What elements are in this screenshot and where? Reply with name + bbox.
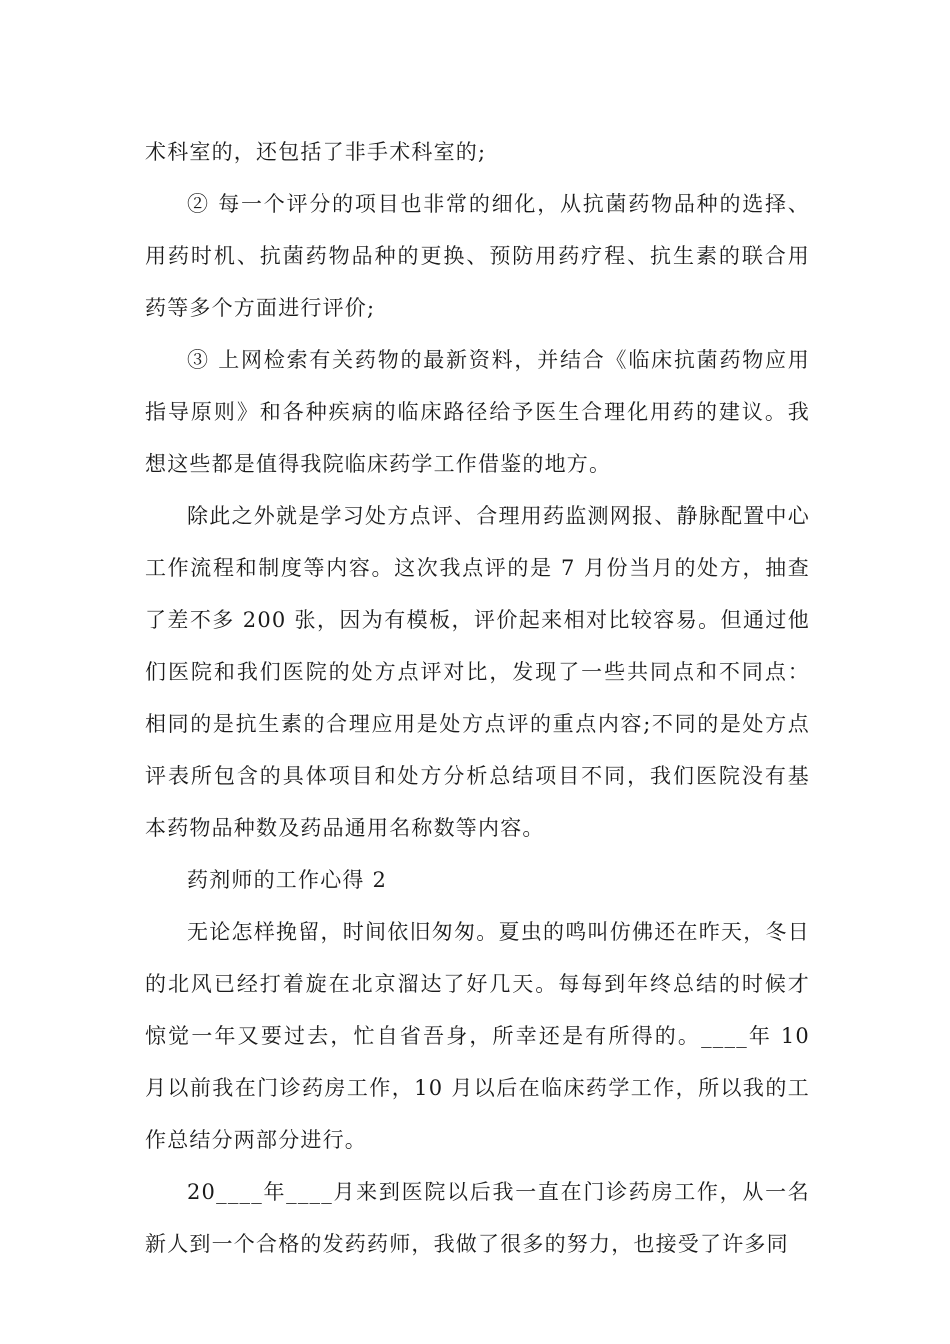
section-heading: 药剂师的工作心得 2 <box>187 868 388 892</box>
document-body <box>145 126 810 1270</box>
paragraph-item-3: ③ 上网检索有关药物的最新资料，并结合《临床抗菌药物应用指导原则》和各种疾病的临床路径给予医生合理化用药的建议。我想这些都是值得我院临床药学工作借鉴的地方。 <box>145 348 810 476</box>
paragraph-continuation: 术科室的，还包括了非手术科室的; <box>145 140 487 164</box>
paragraph-intro: 无论怎样挽留，时间依旧匆匆。夏虫的鸣叫仿佛还在昨天，冬日的北风已经打着旋在北京溜达了好几天。每每到年终总结的时候才惊觉一年又要过去，忙自省吾身，所幸还是有所得的。____年 10 月以前我在门诊药房工作，10 月以后在临床药学工作，所以我的工作总结分两部分进行。 <box>145 920 810 1152</box>
paragraph-prescription-review: 除此之外就是学习处方点评、合理用药监测网报、静脉配置中心工作流程和制度等内容。这次我点评的是 7 月份当月的处方，抽查了差不多 200 张，因为有模板，评价起来相对比较容易。但通过他们医院和我们医院的处方点评对比，发现了一些共同点和不同点：相同的是抗生素的合理应用是处方点评的重点内容;不同的是处方点评表所包含的具体项目和处方分析总结项目不同，我们医院没有基本药物品种数及药品通用名称数等内容。 <box>145 504 810 840</box>
paragraph-item-2: ② 每一个评分的项目也非常的细化，从抗菌药物品种的选择、用药时机、抗菌药物品种的更换、预防用药疗程、抗生素的联合用药等多个方面进行评价; <box>145 192 810 320</box>
paragraph-outpatient: 20____年____月来到医院以后我一直在门诊药房工作，从一名新人到一个合格的发药药师，我做了很多的努力，也接受了许多同 <box>145 1180 810 1256</box>
